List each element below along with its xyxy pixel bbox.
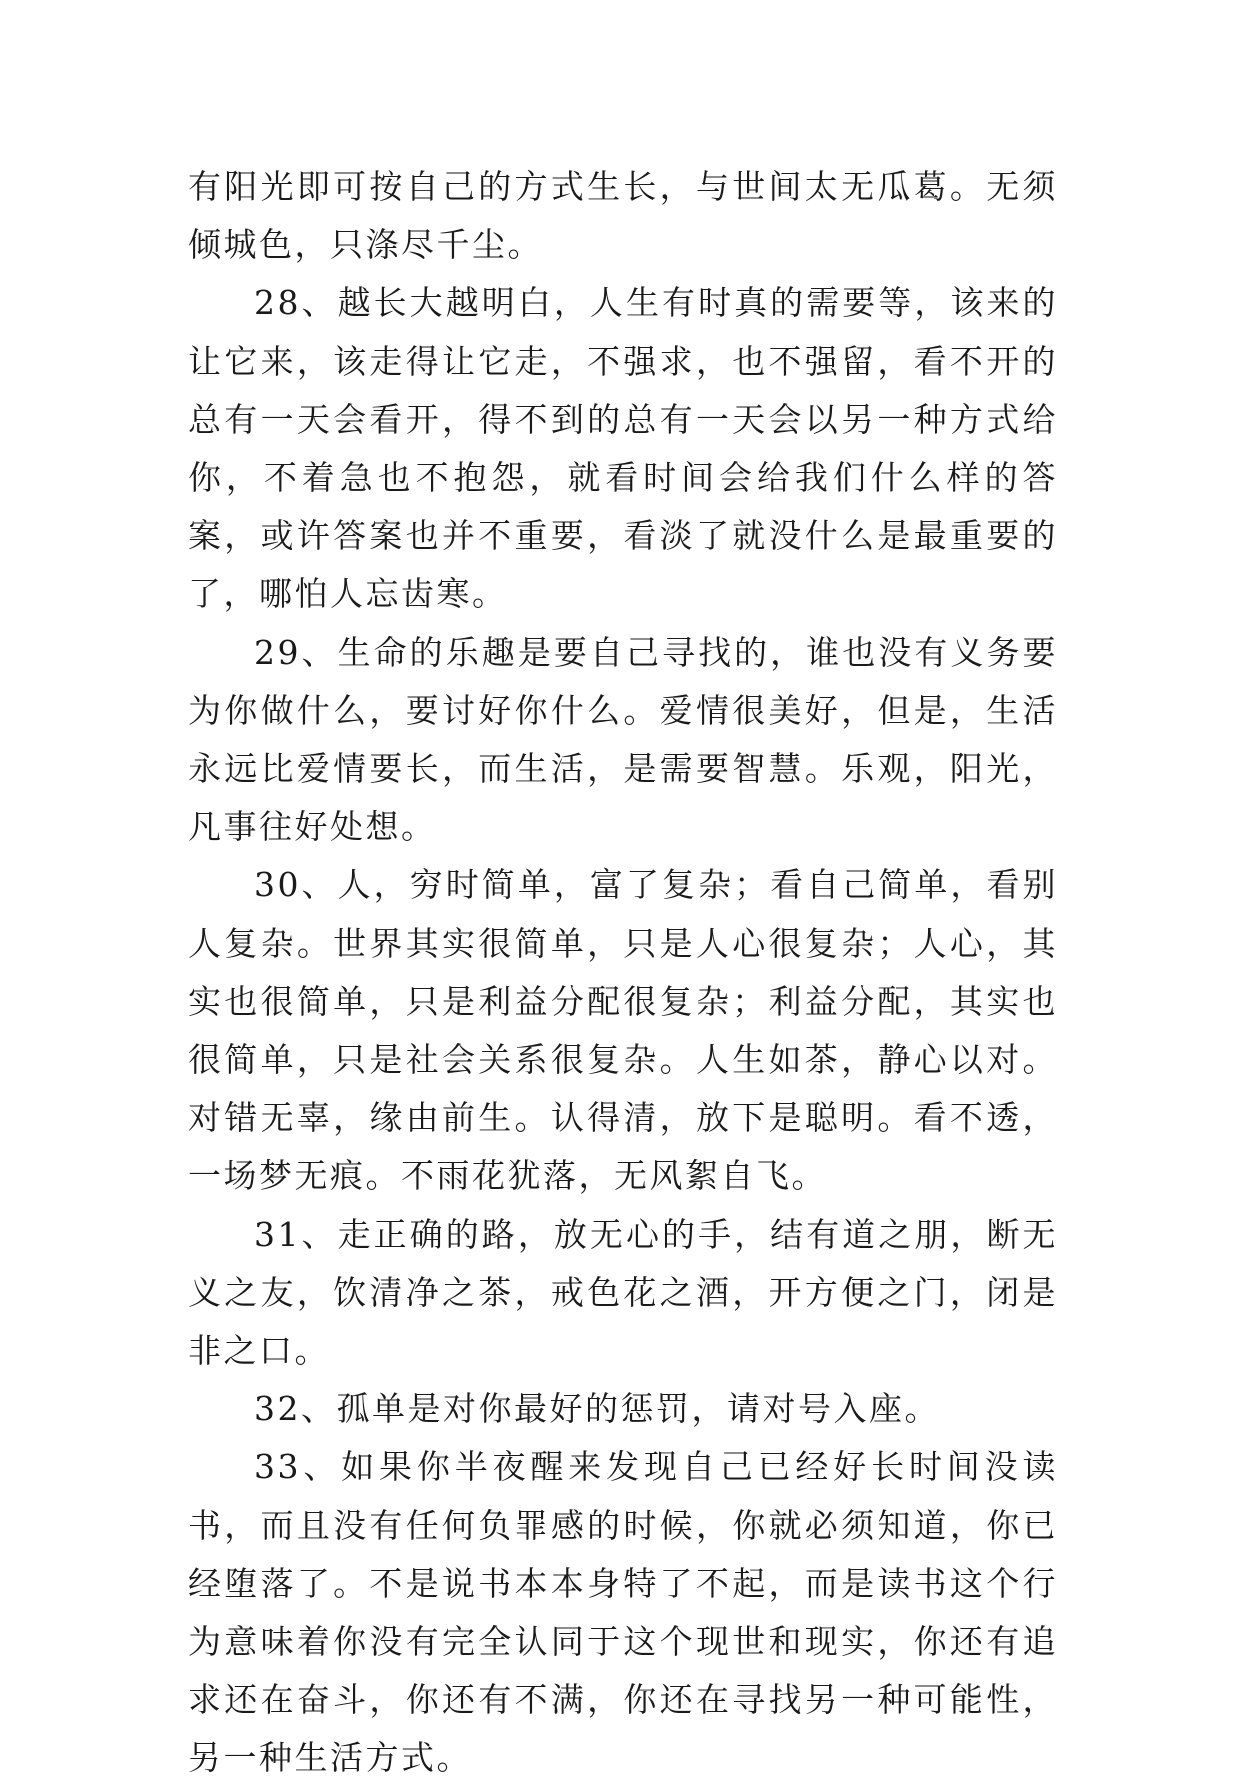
paragraph-31: 31、走正确的路，放无心的手，结有道之朋，断无义之友，饮清净之茶，戒色花之酒，开方便之门，闭是非之口。	[188, 1214, 1058, 1371]
paragraph-continuation: 有阳光即可按自己的方式生长，与世间太无瓜葛。无须倾城色，只涤尽千尘。	[188, 167, 1058, 265]
paragraph-28: 28、越长大越明白，人生有时真的需要等，该来的让它来，该走得让它走，不强求，也不强留，看不开的总有一天会看开，得不到的总有一天会以另一种方式给你，不着急也不抱怨，就看时间会给我们什么样的答案，或许答案也并不重要，看淡了就没什么是最重要的了，哪怕人忘齿寒。	[188, 283, 1058, 614]
paragraph-29: 29、生命的乐趣是要自己寻找的，谁也没有义务要为你做什么，要讨好你什么。爱情很美好，但是，生活永远比爱情要长，而生活，是需要智慧。乐观，阳光，凡事往好处想。	[188, 632, 1058, 847]
document-body	[188, 158, 1058, 1788]
paragraph-30: 30、人，穷时简单，富了复杂；看自己简单，看别人复杂。世界其实很简单，只是人心很复杂；人心，其实也很简单，只是利益分配很复杂；利益分配，其实也很简单，只是社会关系很复杂。人生如茶，静心以对。对错无辜，缘由前生。认得清，放下是聪明。看不透，一场梦无痕。不雨花犹落，无风絮自飞。	[188, 865, 1058, 1196]
paragraph-32: 32、孤单是对你最好的惩罚，请对号入座。	[254, 1389, 940, 1429]
paragraph-33: 33、如果你半夜醒来发现自己已经好长时间没读书，而且没有任何负罪感的时候，你就必须知道，你已经堕落了。不是说书本本身特了不起，而是读书这个行为意味着你没有完全认同于这个现世和现实，你还有追求还在奋斗，你还有不满，你还在寻找另一种可能性，另一种生活方式。	[188, 1447, 1058, 1778]
